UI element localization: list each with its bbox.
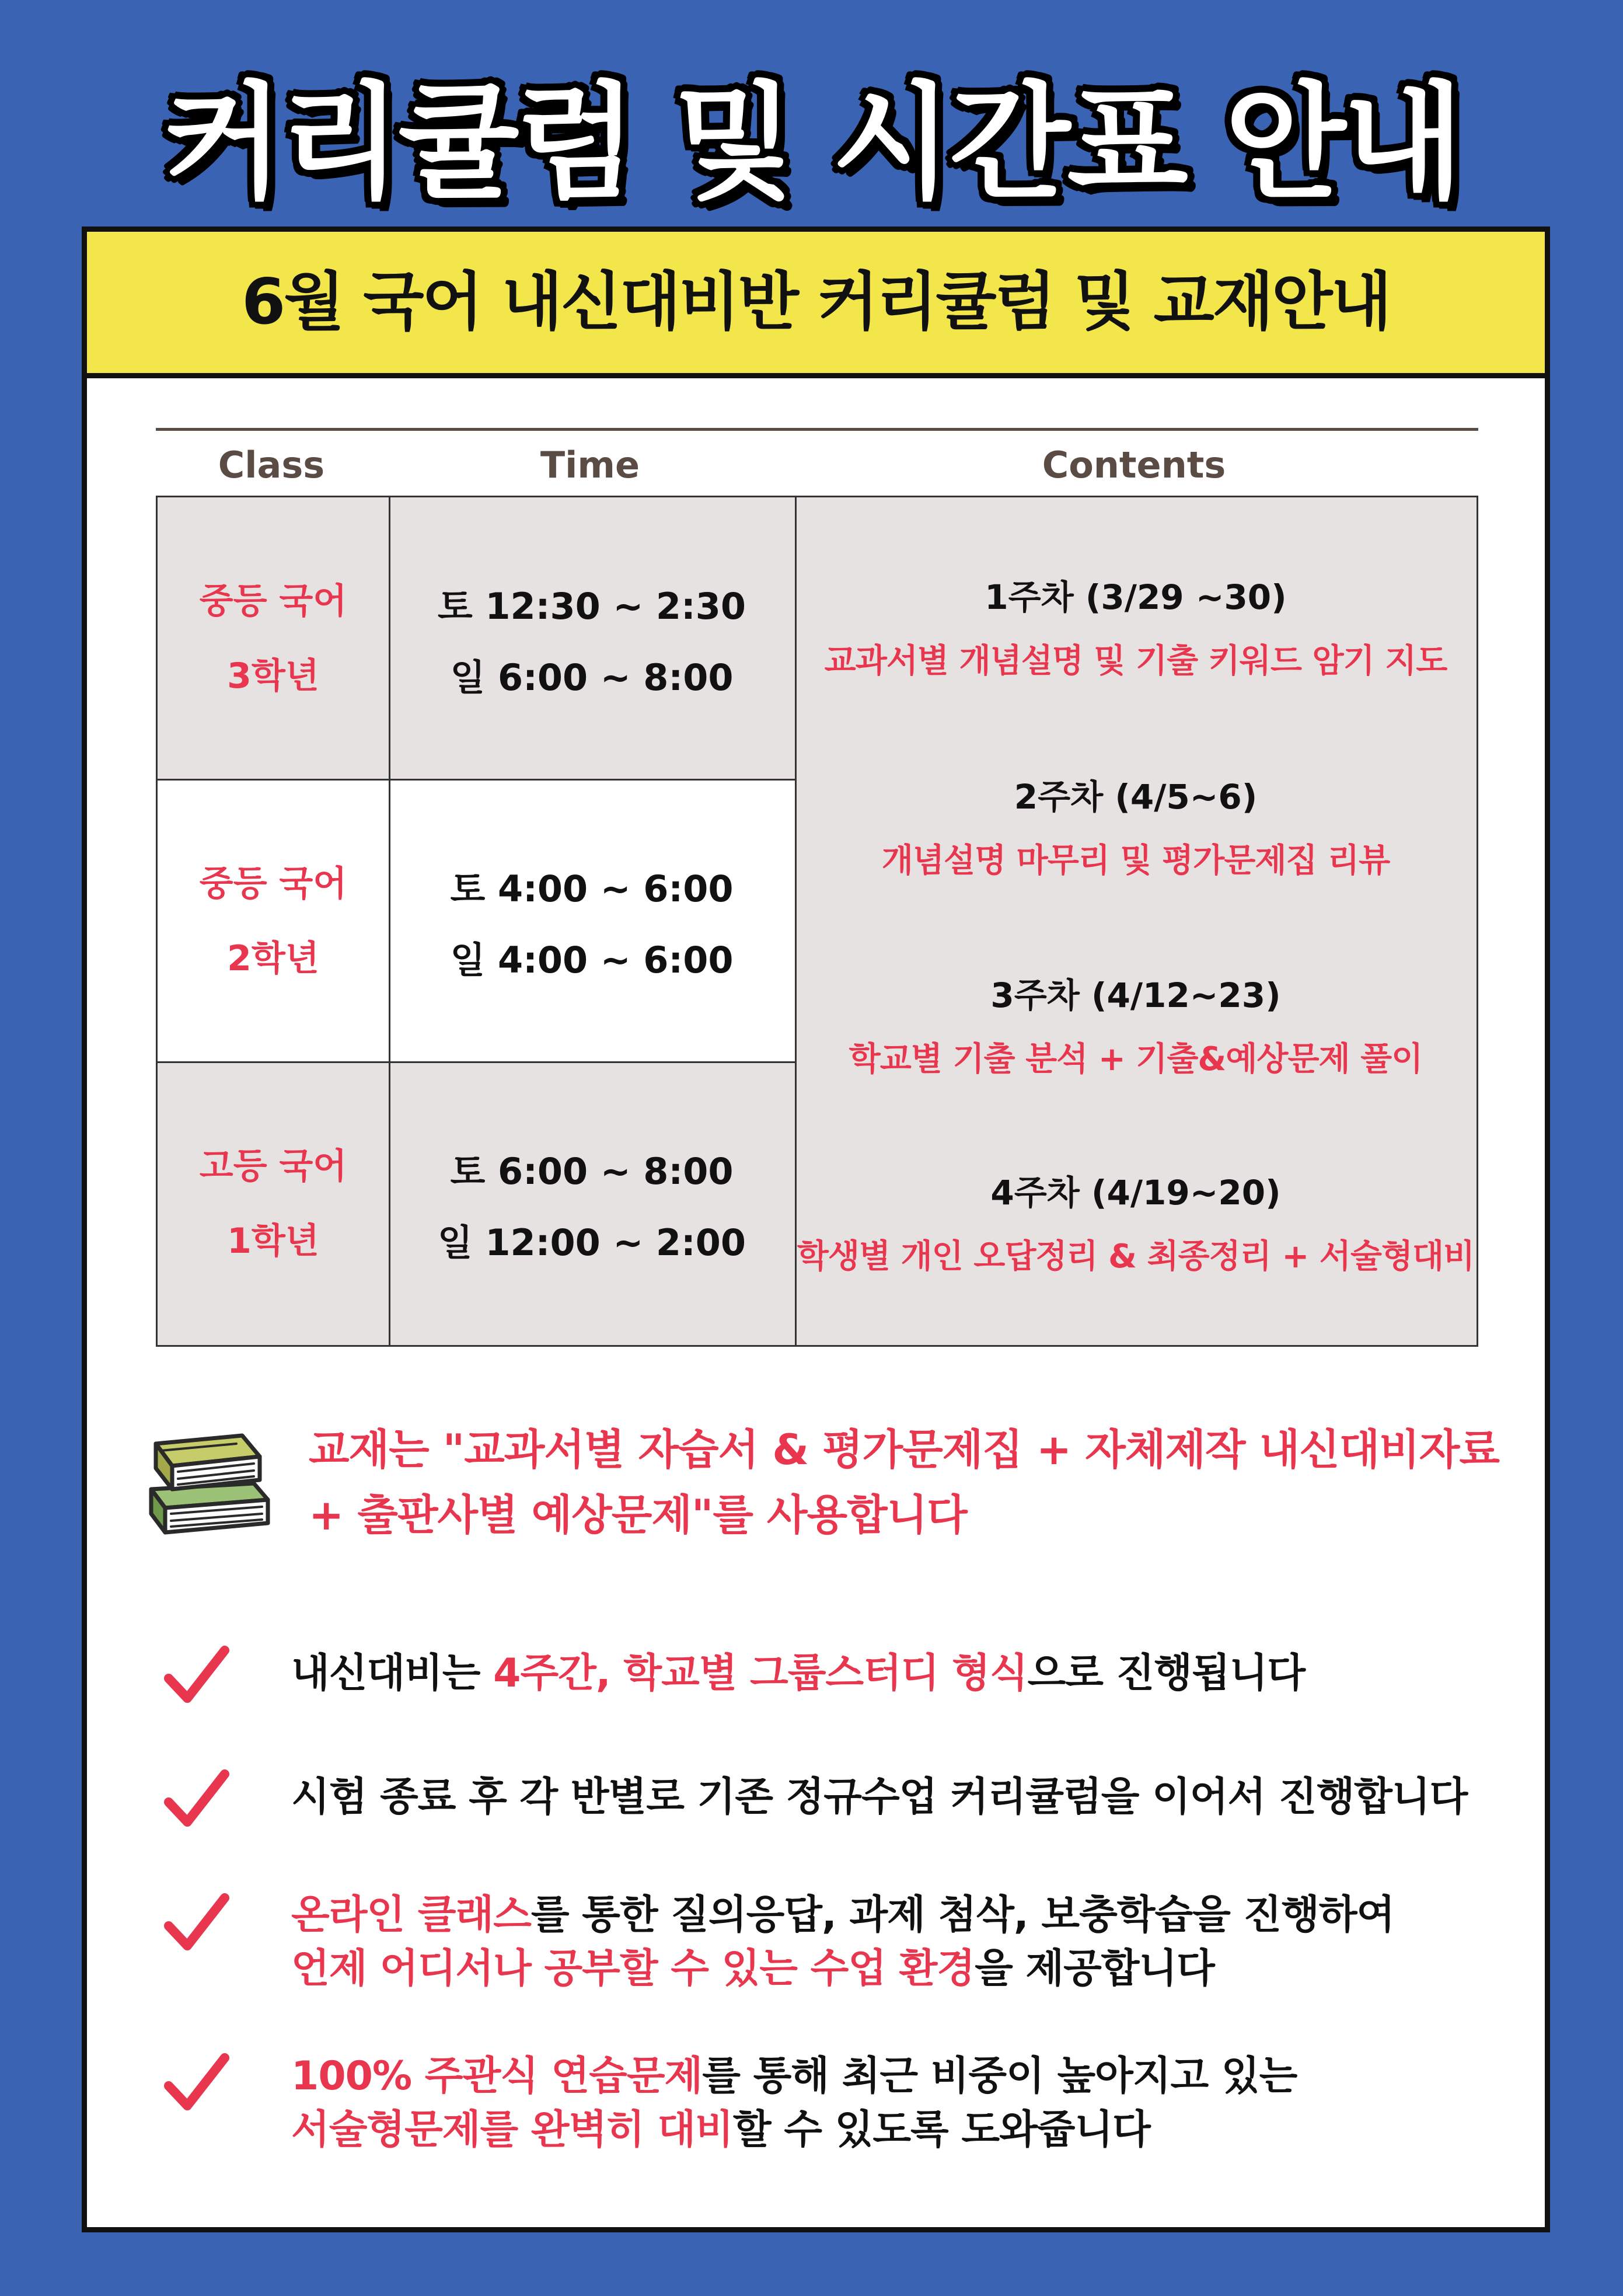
row-divider-1 [158,779,795,781]
week-desc: 학교별 기출 분석 + 기출&예상문제 풀이 [849,1040,1423,1078]
note-text: 시험 종료 후 각 반별로 기존 정규수업 커리큘럼을 이어서 진행합니다 [291,1774,1468,1820]
week-title: 3주차 (4/12~23) [990,975,1281,1015]
week-item [795,565,1477,694]
header-time: Time [540,444,640,486]
week-desc: 학생별 개인 오답정리 & 최종정리 + 서술형대비 [797,1238,1475,1276]
week-desc: 개념설명 마무리 및 평가문제집 리뷰 [881,842,1390,880]
note-text: 를 통해 최근 비중이 높아지고 있는 [702,2053,1297,2099]
note-highlight: 언제 어디서나 공부할 수 있는 수업 환경 [291,1946,975,1992]
week-item [795,1161,1477,1289]
note-highlight: 100% 주관식 연습문제 [291,2053,703,2099]
week-title: 4주차 (4/19~20) [990,1173,1281,1213]
textbook-line1: 교재는 "교과서별 자습서 & 평가문제집 + 자체제작 내신대비자료 [309,1425,1499,1474]
note-item [291,1647,1517,1701]
class-cell: 중등 국어 [199,581,347,622]
week-item [795,963,1477,1092]
check-icon [162,2052,232,2116]
row-divider-2 [158,1061,795,1063]
time-cell: 토 6:00 ~ 8:00 [450,1150,734,1193]
note-text: 할 수 있도록 도와줍니다 [732,2107,1150,2153]
note-text: 내신대비는 [291,1650,494,1696]
header-class: Class [218,444,325,486]
books-icon [143,1420,283,1537]
note-text: 를 통한 질의응답, 과제 첨삭, 보충학습을 진행하여 [530,1892,1395,1938]
note-highlight: 서술형문제를 완벽히 대비 [291,2107,733,2153]
table-grid [156,496,1478,1347]
class-cell: 2학년 [227,938,319,979]
page-title: 커리큘럼 및 시간표 안내 [162,69,1461,216]
time-cell: 토 12:30 ~ 2:30 [437,585,746,628]
header-contents: Contents [1042,444,1226,486]
note-text: 을 제공합니다 [975,1946,1214,1992]
week-title: 2주차 (4/5~6) [1014,777,1258,817]
time-cell: 일 4:00 ~ 6:00 [450,939,734,981]
note-item [291,1889,1517,1996]
time-cell: 일 6:00 ~ 8:00 [450,656,734,699]
class-cell: 고등 국어 [199,1146,347,1187]
textbook-notice [309,1417,1511,1548]
time-cell: 일 12:00 ~ 2:00 [437,1221,746,1264]
note-text: 으로 진행됩니다 [1027,1650,1306,1696]
note-highlight: 온라인 클래스 [291,1892,531,1938]
week-desc: 교과서별 개념설명 및 기출 키워드 암기 지도 [824,642,1447,680]
check-icon [162,1892,232,1956]
banner-title: 6월 국어 내신대비반 커리큘럼 및 교재안내 [87,232,1545,378]
time-cell: 토 4:00 ~ 6:00 [450,867,734,910]
check-icon [162,1645,232,1709]
note-item [291,2050,1517,2157]
table-top-rule [156,428,1478,431]
curriculum-card [82,227,1550,2232]
class-cell: 1학년 [227,1221,319,1262]
note-item [291,1771,1517,1824]
textbook-line2: + 출판사별 예상문제"를 사용합니다 [309,1490,967,1539]
note-highlight: 4주간, 학교별 그룹스터디 형식 [493,1650,1028,1696]
week-title: 1주차 (3/29 ~30) [985,577,1287,617]
check-icon [162,1768,232,1832]
week-item [795,765,1477,893]
class-cell: 3학년 [227,656,319,696]
class-cell: 중등 국어 [199,863,347,904]
